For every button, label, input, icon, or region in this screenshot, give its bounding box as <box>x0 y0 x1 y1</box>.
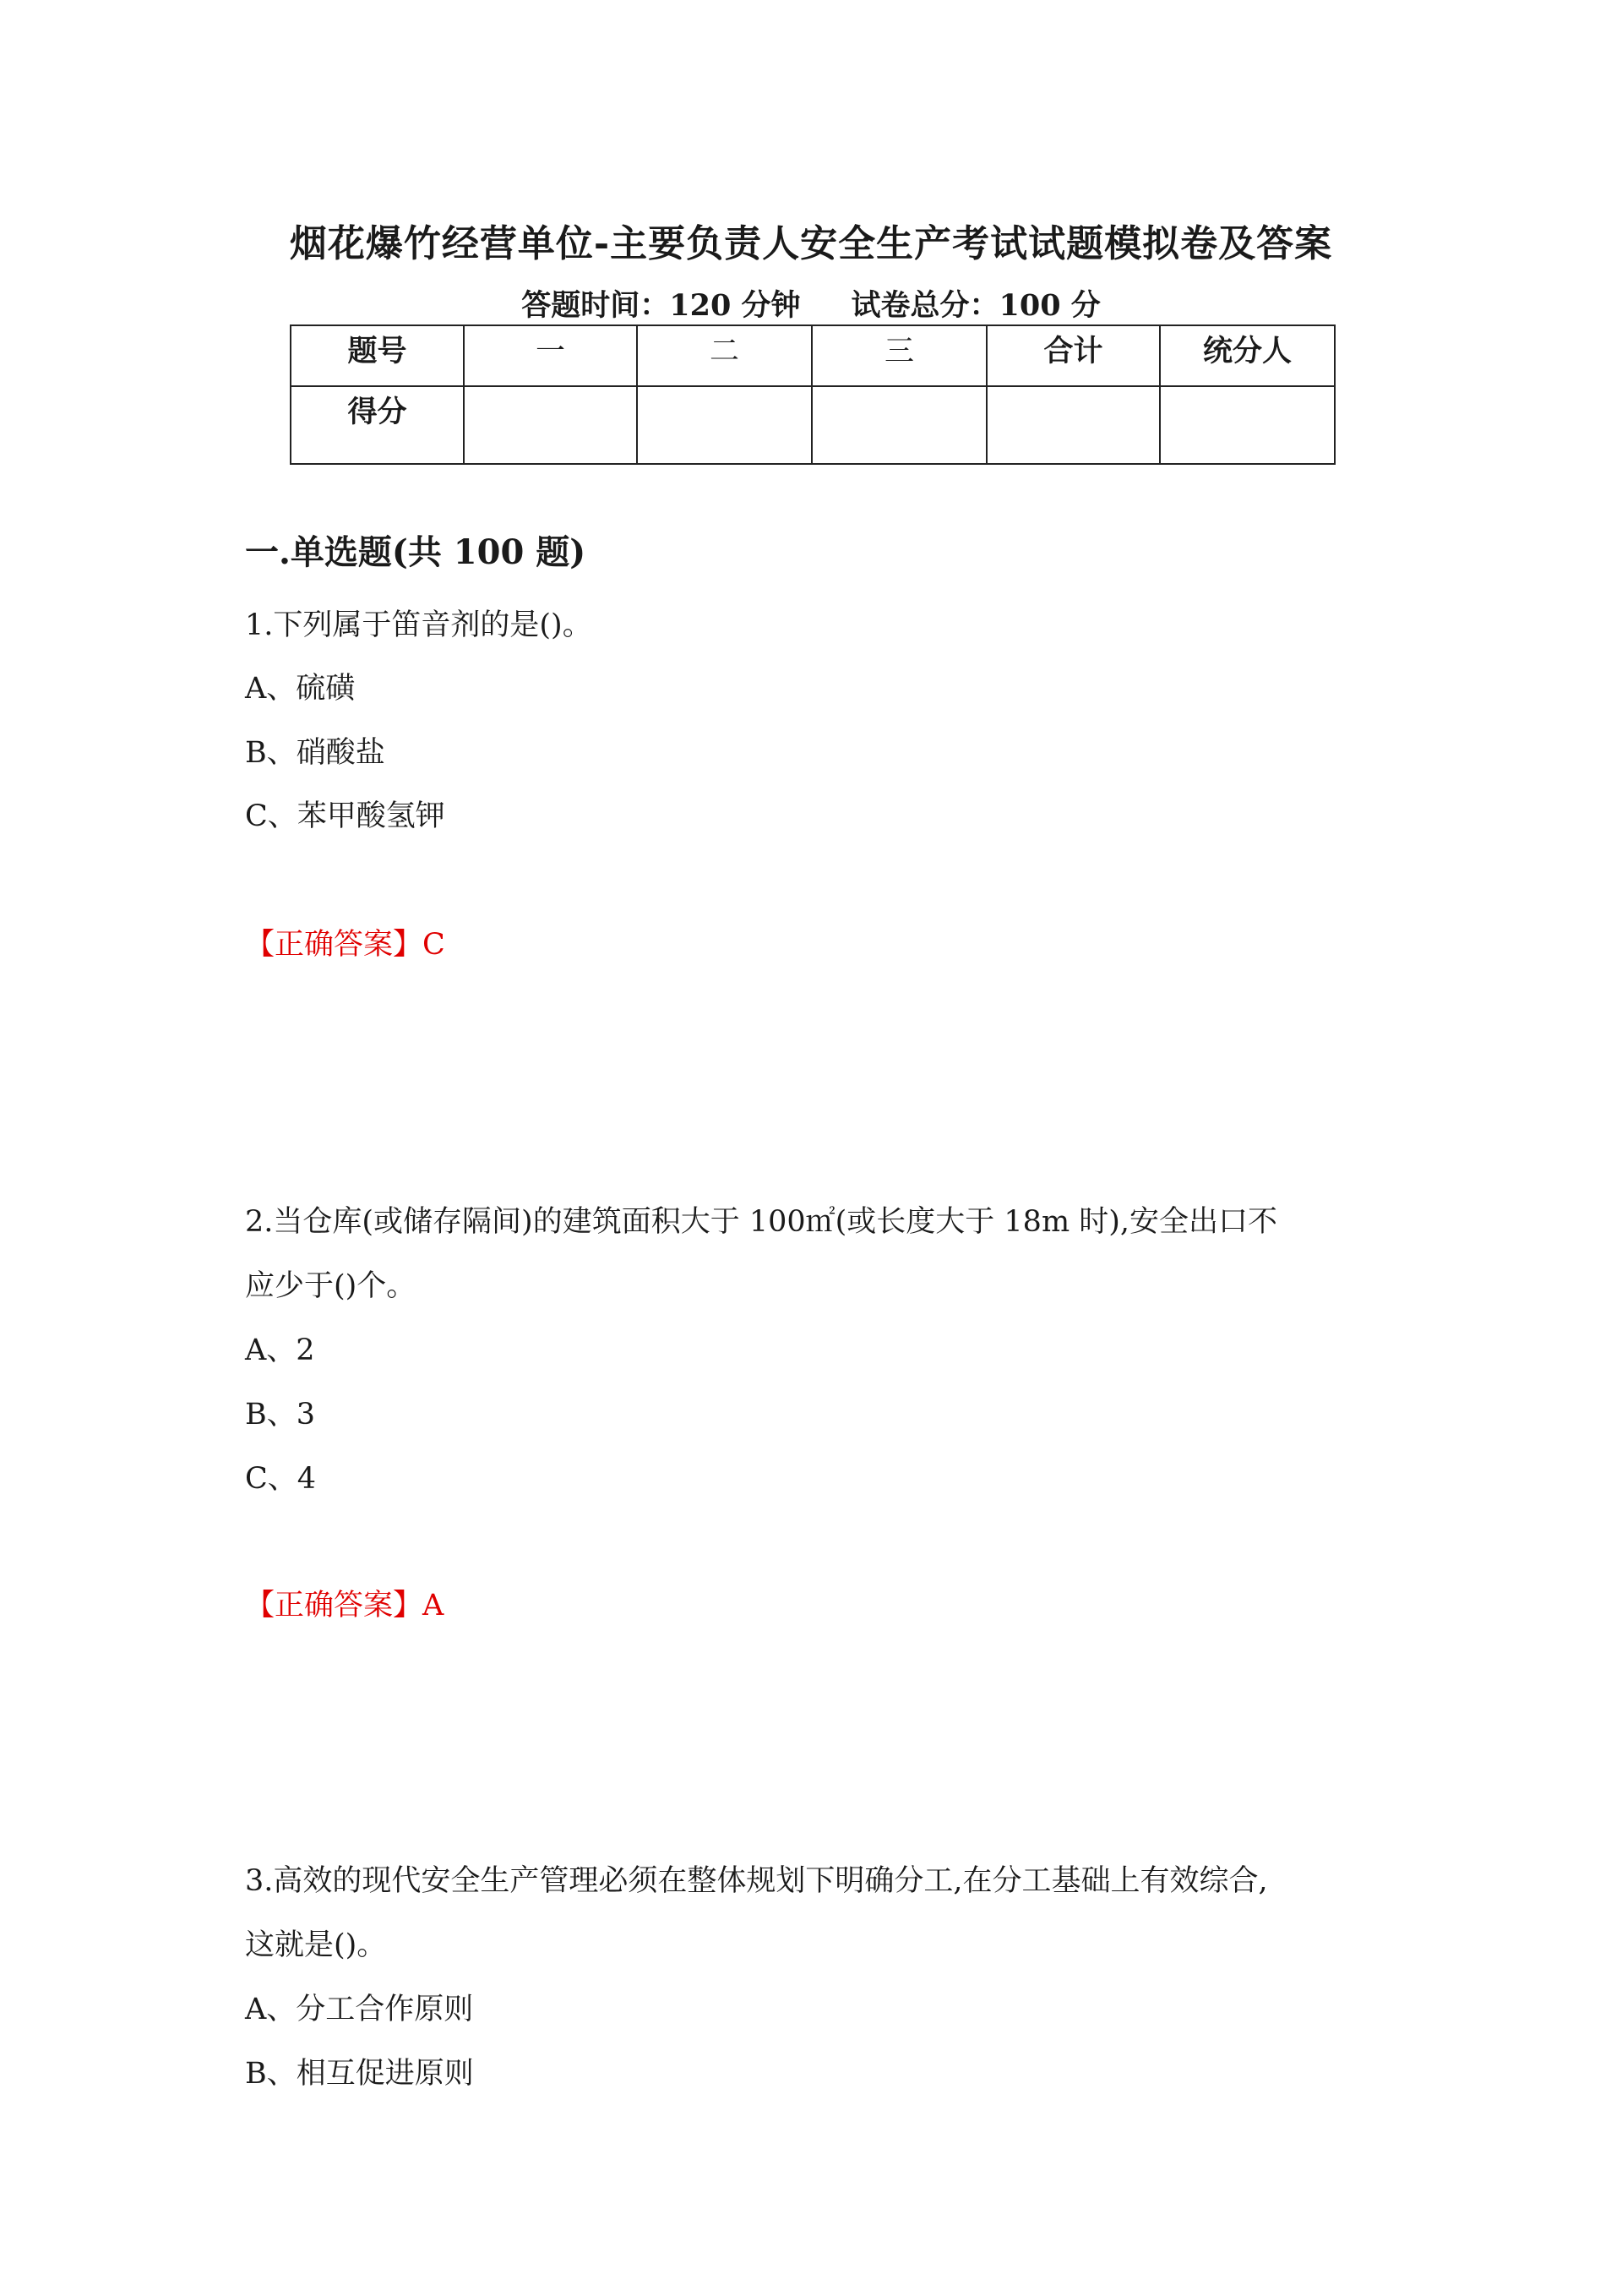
section-title: 一.单选题(共 100 题) <box>245 532 586 572</box>
question-stem: 应少于()个。 <box>245 1269 416 1303</box>
score-table-header-cell: 二 <box>637 325 812 386</box>
exam-total-score: 试卷总分：100 分 <box>851 288 1101 323</box>
question-option: C、苯甲酸氢钾 <box>245 799 445 833</box>
score-table-header-cell: 题号 <box>291 325 464 386</box>
score-table-header-row <box>291 325 1335 386</box>
question-option: A、分工合作原则 <box>245 1993 474 2026</box>
question-stem: 3.高效的现代安全生产管理必须在整体规划下明确分工,在分工基础上有效综合, <box>245 1864 1268 1898</box>
question-option: A、2 <box>245 1333 315 1367</box>
score-cell <box>987 386 1160 464</box>
correct-answer: 【正确答案】A <box>245 1589 444 1622</box>
score-cell <box>1160 386 1335 464</box>
score-table-header-cell: 三 <box>812 325 987 386</box>
score-cell <box>637 386 812 464</box>
question-stem: 2.当仓库(或储存隔间)的建筑面积大于 100㎡(或长度大于 18m 时),安全出口不 <box>245 1205 1278 1239</box>
exam-info <box>0 282 1622 324</box>
correct-answer: 【正确答案】C <box>245 928 445 962</box>
score-table-header-cell: 合计 <box>987 325 1160 386</box>
score-table-header-cell: 统分人 <box>1160 325 1335 386</box>
question-stem: 1.下列属于笛音剂的是()。 <box>245 608 592 642</box>
score-cell <box>812 386 987 464</box>
score-table-score-row <box>291 386 1335 464</box>
question-option: A、硫磺 <box>245 672 356 706</box>
question-stem: 这就是()。 <box>245 1928 387 1962</box>
exam-time: 答题时间：120 分钟 <box>521 288 801 323</box>
question-option: B、相互促进原则 <box>245 2057 474 2091</box>
question-option: C、4 <box>245 1462 317 1496</box>
score-cell <box>464 386 637 464</box>
question-option: B、硝酸盐 <box>245 736 385 770</box>
question-option: B、3 <box>245 1398 315 1432</box>
page-title: 烟花爆竹经营单位-主要负责人安全生产考试试题模拟卷及答案 <box>289 222 1333 265</box>
score-row-label: 得分 <box>291 386 464 464</box>
score-table-header-cell: 一 <box>464 325 637 386</box>
score-table <box>290 324 1336 465</box>
